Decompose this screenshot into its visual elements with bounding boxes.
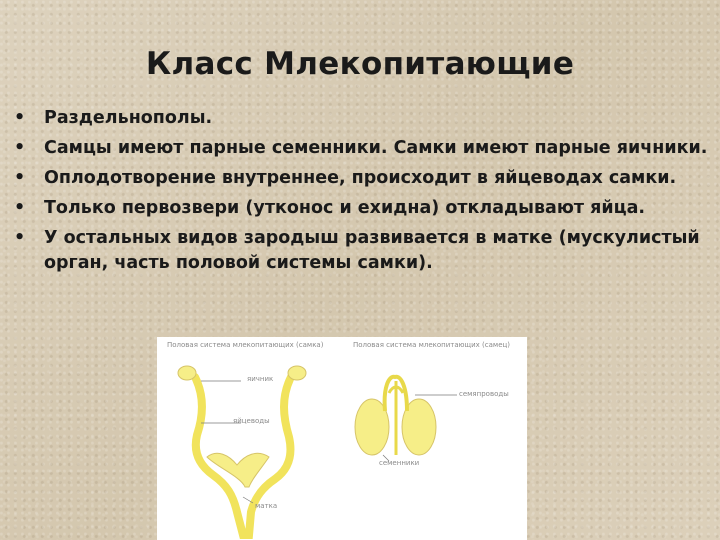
bullet-item [14, 136, 720, 161]
bullet-text: Оплодотворение внутреннее, происходит в яйцеводах самки. [44, 168, 677, 188]
bullet-item [14, 196, 720, 221]
bullet-text: У остальных видов зародыш развивается в матке (мускулистый орган, часть половой системы самки). [44, 228, 700, 273]
bullet-text: Раздельнополы. [44, 108, 213, 128]
right-ovary-icon [288, 366, 306, 380]
bullet-item [14, 226, 720, 276]
male-reproductive-diagram [355, 377, 457, 461]
female-reproductive-diagram [178, 366, 306, 535]
bullet-icon: • [14, 108, 26, 128]
bullet-icon: • [14, 138, 26, 158]
oviduct-label: яйцеводы [233, 417, 270, 425]
female-diagram-caption: Половая система млекопитающих (самка) [167, 341, 324, 349]
bullet-text: Только первозвери (утконос и ехидна) откладывают яйца. [44, 198, 646, 218]
bullet-text: Самцы имеют парные семенники. Самки имеют парные яичники. [44, 138, 708, 158]
bullet-item [14, 166, 720, 191]
bullet-icon: • [14, 228, 26, 248]
bullet-icon: • [14, 198, 26, 218]
vas-deferens-label: семяпроводы [459, 390, 509, 398]
testes-label: семенники [379, 459, 420, 467]
male-diagram-caption: Половая система млекопитающих (самец) [353, 341, 511, 349]
reproductive-diagram [157, 337, 527, 540]
ovary-label: яичник [247, 375, 274, 383]
uterus-label: матка [255, 502, 278, 510]
bullet-list [14, 106, 720, 281]
bullet-icon: • [14, 168, 26, 188]
bullet-item [14, 106, 720, 131]
slide-title: Класс Млекопитающие [145, 46, 575, 82]
left-ovary-icon [178, 366, 196, 380]
reproductive-system-figure [157, 337, 527, 540]
